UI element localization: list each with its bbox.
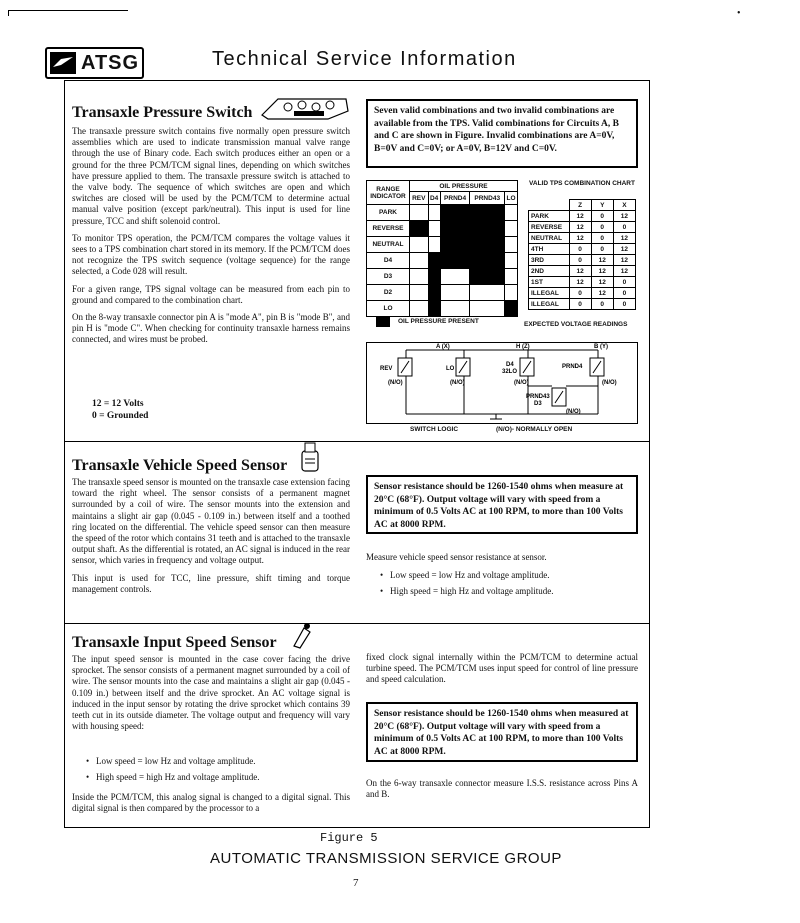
page-number: 7: [353, 877, 359, 889]
pressure-cell-empty: [410, 269, 429, 285]
tps-voltage-cell: 12: [591, 277, 613, 288]
input-sensor-icon: [290, 620, 314, 650]
tps-row-label: 1ST: [529, 277, 570, 288]
pressure-switch-heading: Transaxle Pressure Switch: [72, 104, 253, 121]
tps-chart-title: VALID TPS COMBINATION CHART: [529, 180, 635, 187]
tps-voltage-cell: 12: [569, 266, 591, 277]
prnd43-no-label: (N/O): [566, 409, 581, 415]
oil-col-header: LO: [504, 192, 517, 205]
tps-chart-row: [529, 255, 636, 266]
oil-table-row: [367, 269, 518, 285]
pressure-cell-filled: [504, 301, 517, 317]
iss-callout: Sensor resistance should be 1260-1540 ohms when measured at 20°C (68°F). Output voltage will vary with speed from a minimum of 0.5 Volts AC at 100 RPM, to more than 100 Volts AC at 8000 RPM.: [366, 702, 638, 762]
tps-voltage-cell: 0: [613, 277, 635, 288]
tps-voltage-cell: 0: [613, 288, 635, 299]
vss-bullet-list: [378, 570, 638, 602]
pressure-cell-filled: [470, 269, 505, 285]
tps-voltage-cell: 12: [591, 266, 613, 277]
pressure-cell-filled: [470, 221, 505, 237]
rev-no-label: (N/O): [388, 380, 403, 386]
page-title: Technical Service Information: [212, 48, 517, 70]
prnd4-no-label: (N/O): [602, 380, 617, 386]
voltage-legend: [92, 398, 148, 422]
tps-voltage-cell: 0: [591, 211, 613, 222]
tps-voltage-cell: 12: [591, 255, 613, 266]
vss-callout: Sensor resistance should be 1260-1540 ohms when measure at 20°C (68°F). Output voltage will vary with speed from a minimum of 0.5 Volts AC at 100 RPM, to more than 100 Volts AC at 8000 RPM.: [366, 475, 638, 534]
node-a-label: A (X): [436, 344, 450, 350]
tps-voltage-cell: 12: [591, 288, 613, 299]
iss-continued-text: Inside the PCM/TCM, this analog signal is changed to a digital signal. This digital signal is then compared by the processor to a: [72, 792, 350, 814]
tps-row-label: 2ND: [529, 266, 570, 277]
tps-chart-row: [529, 266, 636, 277]
corner-mark: •: [737, 8, 741, 19]
ps-paragraph-2: To monitor TPS operation, the PCM/TCM compares the voltage values it sees to a TPS combination chart stored in its memory. If the PCM/TCM does not recognize the TPS switch sequence (voltage sequence) for the range selected, a Code 028 will result.: [72, 232, 350, 277]
pressure-cell-filled: [428, 301, 440, 317]
vss-paragraph-1: The transaxle speed sensor is mounted on the transaxle case extension facing toward the right wheel. The sensor consists of a permanent magnet surrounded by a coil of wire. The sensor mounts into the extension and maintains a slight air gap (0.045 - 0.109 in.) between itself and a toothed ring located on the differential. The vehicle speed sensor can then measure the speed of the rotor which contains 31 teeth and is attached to the transaxle output shaft. As the differential is rotated, an AC signal is induced in the rear sensor, which varies in frequency and voltage output.: [72, 477, 350, 566]
tps-voltage-cell: 0: [613, 222, 635, 233]
iss-bullet-low: • Low speed = low Hz and voltage amplitude.: [96, 756, 350, 766]
pressure-switch-text: [72, 126, 350, 352]
tps-row-label: ILLEGAL: [529, 299, 570, 310]
tps-voltage-cell: 0: [569, 244, 591, 255]
oil-table-row: [367, 301, 518, 317]
pressure-cell-filled: [440, 221, 470, 237]
section-divider-1: [65, 441, 649, 442]
tps-chart-row: [529, 299, 636, 310]
tps-chart-row: [529, 233, 636, 244]
pressure-cell-filled: [428, 253, 440, 269]
range-label: REVERSE: [367, 221, 410, 237]
pressure-cell-empty: [504, 205, 517, 221]
tps-chart-row: [529, 211, 636, 222]
tps-row-label: PARK: [529, 211, 570, 222]
tps-voltage-cell: 12: [569, 211, 591, 222]
oil-col-header: D4: [428, 192, 440, 205]
expected-voltage-caption: EXPECTED VOLTAGE READINGS: [524, 321, 628, 328]
tps-voltage-cell: 0: [591, 222, 613, 233]
legend-12-volts: 12 = 12 Volts: [92, 399, 144, 409]
pressure-switch-icon: [258, 93, 353, 123]
pressure-cell-filled: [410, 221, 429, 237]
range-label: NEUTRAL: [367, 237, 410, 253]
tps-voltage-cell: 12: [569, 222, 591, 233]
tps-voltage-cell: 12: [613, 211, 635, 222]
ps-paragraph-1: The transaxle pressure switch contains five normally open pressure switch assemblies which are used to indicate transmission manual valve range through the use of Binary code. Each switch produces either an open or a ground for the three PCM/TCM signal lines, depending on which switches have pressure applied to them. The transaxle pressure switch is attached to the valve body. The sequence of which switches are open and which switches are closed will be used by the PCM/TCM to determine actual manual valve position (except park/neutral). This input is used for line pressure, TCC and shift solenoid control.: [72, 126, 350, 226]
iss-connector-text: On the 6-way transaxle connector measure I.S.S. resistance across Pins A and B.: [366, 778, 638, 800]
range-label: D3: [367, 269, 410, 285]
range-label: LO: [367, 301, 410, 317]
oil-table-row: [367, 285, 518, 301]
pressure-cell-empty: [470, 285, 505, 301]
iss-bullet-high: • High speed = high Hz and voltage amplitude.: [96, 772, 350, 782]
oil-col-header: PRND43: [470, 192, 505, 205]
tps-chart-row: [529, 288, 636, 299]
legend-grounded: 0 = Grounded: [92, 411, 149, 421]
switch-logic-diagram: [366, 342, 638, 424]
pressure-cell-filled: [470, 237, 505, 253]
pressure-cell-empty: [440, 301, 470, 317]
tps-voltage-cell: 0: [569, 299, 591, 310]
pressure-cell-empty: [428, 205, 440, 221]
pressure-cell-filled: [428, 285, 440, 301]
corner-tick: [8, 10, 9, 16]
tps-voltage-cell: 12: [613, 233, 635, 244]
prnd43-d3-label: D3: [534, 401, 542, 407]
tps-voltage-cell: 0: [591, 244, 613, 255]
d4-switch-label: D4: [506, 362, 514, 368]
d4-no-label: (N/O): [514, 380, 529, 386]
tps-voltage-cell: 12: [613, 266, 635, 277]
oil-table-row: [367, 253, 518, 269]
vss-bullet-high: • High speed = high Hz and voltage amplitude.: [390, 586, 638, 596]
tps-chart-row: [529, 222, 636, 233]
tps-row-label: REVERSE: [529, 222, 570, 233]
oil-table-row: [367, 237, 518, 253]
range-label: D2: [367, 285, 410, 301]
tps-voltage-cell: 0: [613, 299, 635, 310]
prnd43-switch-label: PRND43: [526, 394, 550, 400]
tps-voltage-cell: 0: [591, 233, 613, 244]
tps-col-header: X: [613, 200, 635, 211]
pressure-cell-empty: [504, 237, 517, 253]
pressure-cell-empty: [470, 301, 505, 317]
oil-pressure-legend-swatch: [376, 317, 390, 327]
checkmark-logo-icon: [49, 51, 77, 75]
logo-text: ATSG: [81, 51, 140, 74]
pressure-cell-filled: [440, 253, 470, 269]
normally-open-caption: (N/O)- NORMALLY OPEN: [496, 426, 573, 433]
lo-no-label: (N/O): [450, 380, 465, 386]
pressure-cell-empty: [410, 237, 429, 253]
pressure-cell-filled: [470, 253, 505, 269]
pressure-cell-empty: [428, 221, 440, 237]
iss-right-text: fixed clock signal internally within the PCM/TCM to determine actual turbine speed. The PCM/TCM uses input speed for control of line pressure and speed calculation.: [366, 652, 638, 685]
node-h-label: H (Z): [516, 344, 530, 350]
pressure-cell-empty: [410, 301, 429, 317]
range-label: D4: [367, 253, 410, 269]
tps-voltage-cell: 12: [613, 255, 635, 266]
pressure-cell-empty: [410, 205, 429, 221]
range-label: PARK: [367, 205, 410, 221]
pressure-cell-empty: [440, 285, 470, 301]
oil-pressure-header: OIL PRESSURE: [410, 181, 518, 192]
tps-voltage-cell: 0: [569, 255, 591, 266]
pressure-cell-empty: [504, 221, 517, 237]
pressure-cell-empty: [504, 253, 517, 269]
oil-table-row: [367, 205, 518, 221]
pressure-cell-empty: [440, 269, 470, 285]
vss-heading: Transaxle Vehicle Speed Sensor: [72, 457, 288, 474]
tps-chart-row: [529, 277, 636, 288]
tps-col-header: Y: [591, 200, 613, 211]
iss-paragraph-1: The input speed sensor is mounted in the case cover facing the drive sprocket. The sensor consists of a permanent magnet surrounded by a coil of wire. The sensor mounts into the case and maintains a slight air gap (0.045 - 0.109 in.) between itself and the drive sprocket. An AC voltage signal is induced in the input sensor by rotating the drive sprocket which contains 39 teeth cut in its outside diameter. The voltage output and frequency will vary with housing speed:: [72, 654, 350, 732]
tps-row-label: ILLEGAL: [529, 288, 570, 299]
speed-sensor-icon: [296, 441, 324, 475]
pressure-cell-empty: [504, 285, 517, 301]
oil-pressure-table: [366, 180, 518, 317]
prnd4-switch-label: PRND4: [562, 364, 583, 370]
tps-voltage-cell: 12: [569, 277, 591, 288]
tps-voltage-cell: 0: [591, 299, 613, 310]
figure-caption: Figure 5: [320, 831, 378, 845]
tps-row-label: 4TH: [529, 244, 570, 255]
tps-combination-chart: [528, 199, 636, 310]
node-b-label: B (Y): [594, 344, 608, 350]
tps-col-header: Z: [569, 200, 591, 211]
atsg-logo: [45, 47, 144, 79]
pressure-cell-filled: [440, 237, 470, 253]
d4-32lo-label: 32LO: [502, 369, 518, 375]
section-divider-2: [65, 623, 649, 624]
oil-col-header: REV: [410, 192, 429, 205]
pressure-cell-empty: [410, 253, 429, 269]
footer-org: AUTOMATIC TRANSMISSION SERVICE GROUP: [210, 850, 562, 867]
tps-row-label: 3RD: [529, 255, 570, 266]
pressure-cell-empty: [504, 269, 517, 285]
pressure-cell-filled: [470, 205, 505, 221]
oil-col-header: PRND4: [440, 192, 470, 205]
tps-combinations-callout: Seven valid combinations and two invalid combinations are available from the TPS. Valid combinations for Circuits A, B and C are shown in Figure. Invalid combinations are A=0V, B=0V and C=0V; or A=0V, B=12V and C=0V.: [366, 99, 638, 168]
vss-bullet-low: • Low speed = low Hz and voltage amplitude.: [390, 570, 638, 580]
oil-pressure-legend-label: OIL PRESSURE PRESENT: [398, 318, 479, 325]
lo-switch-label: LO: [446, 366, 455, 372]
range-indicator-header: RANGE INDICATOR: [367, 181, 410, 205]
rev-switch-label: REV: [380, 366, 393, 372]
switch-logic-caption: SWITCH LOGIC: [410, 426, 459, 433]
oil-table-row: [367, 221, 518, 237]
iss-text: [72, 654, 350, 738]
iss-bullet-list: [84, 756, 350, 788]
vss-text: [72, 477, 350, 601]
iss-heading: Transaxle Input Speed Sensor: [72, 634, 277, 651]
tps-row-label: NEUTRAL: [529, 233, 570, 244]
pressure-cell-filled: [428, 269, 440, 285]
ps-paragraph-4: On the 8-way transaxle connector pin A is "mode A", pin B is "mode B", and pin H is "mode C". When checking for continuity transaxle harness remains connected, and wires must be probed.: [72, 312, 350, 345]
pressure-cell-empty: [428, 237, 440, 253]
pressure-cell-empty: [410, 285, 429, 301]
pressure-cell-filled: [440, 205, 470, 221]
tps-chart-row: [529, 244, 636, 255]
tps-voltage-cell: 0: [569, 288, 591, 299]
ps-paragraph-3: For a given range, TPS signal voltage can be measured from each pin to ground and compared to the combination chart.: [72, 283, 350, 305]
tps-voltage-cell: 12: [613, 244, 635, 255]
vss-measure-text: Measure vehicle speed sensor resistance at sensor.: [366, 552, 547, 562]
corner-rule: [8, 10, 128, 11]
vss-paragraph-2: This input is used for TCC, line pressure, shift timing and torque management controls.: [72, 572, 350, 594]
tps-voltage-cell: 12: [569, 233, 591, 244]
